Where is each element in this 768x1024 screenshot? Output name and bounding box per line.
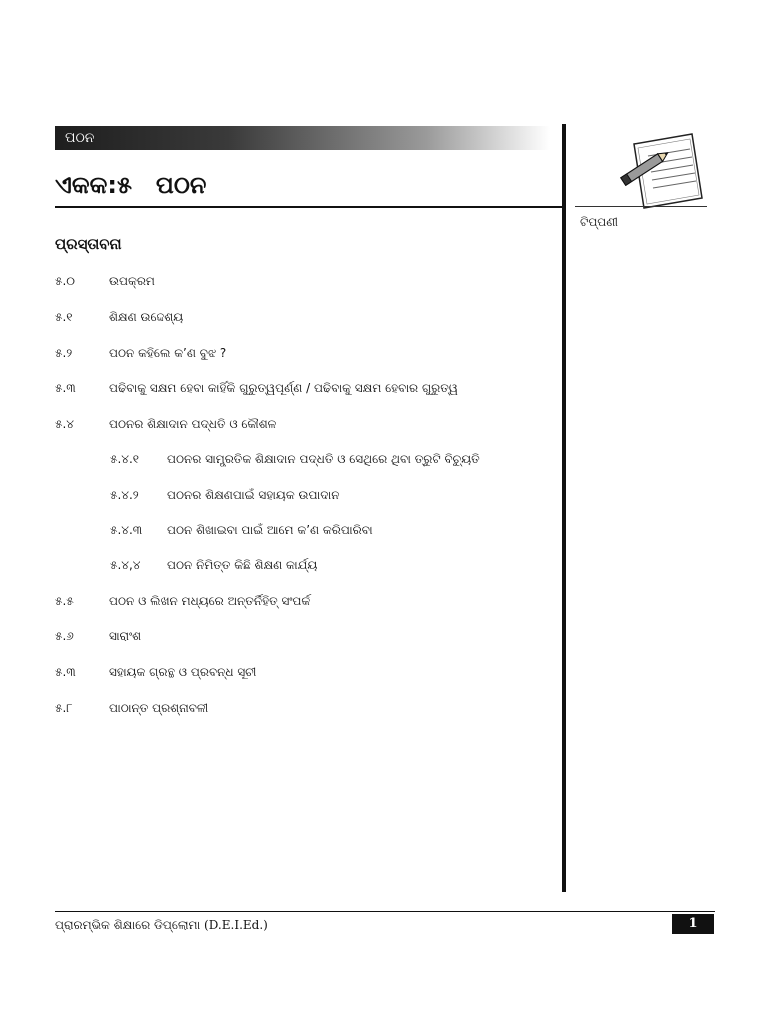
title-divider xyxy=(55,206,565,208)
chapter-header-label: ପଠନ xyxy=(65,130,95,146)
toc-text: ପଠନ ଶିଖାଇବା ପାଇଁ ଆମେ କ’ଣ କରିପାରିବା xyxy=(167,523,373,537)
unit-name: ପଠନ xyxy=(155,171,207,199)
toc-text: ସାରାଂଶ xyxy=(109,629,142,643)
unit-title xyxy=(55,170,206,200)
notes-label: ଟିପ୍ପଣୀ xyxy=(580,215,618,229)
toc-number: ୫.୪.୩ xyxy=(110,523,143,537)
toc-text: ପଠନ ଓ ଲିଖନ ମଧ୍ୟରେ ଅନ୍ତର୍ନିହିତ୍ ସଂପର୍କ xyxy=(109,594,311,608)
footer-divider xyxy=(55,911,715,912)
toc-number: ୫.୨ xyxy=(55,346,73,360)
toc-text: ପଠନର ଶିକ୍ଷଣପାଇଁ ସହାୟକ ଉପାଦାନ xyxy=(167,488,340,502)
toc-number: ୫.୮ xyxy=(55,701,73,715)
toc-number: ୫.୩ xyxy=(55,381,76,395)
toc-number: ୫.୫ xyxy=(55,594,74,608)
toc-text: ଶିକ୍ଷଣ ଉଦ୍ଦେଶ୍ୟ xyxy=(109,310,184,324)
footer-course-title: ପ୍ରାରମ୍ଭିକ ଶିକ୍ଷାରେ ଡିପ୍ଲୋମା (D.E.I.Ed.) xyxy=(55,918,268,932)
toc-text: ସହାୟକ ଗ୍ରନ୍ଥ ଓ ପ୍ରବନ୍ଧ ସୂଚୀ xyxy=(109,665,257,679)
contents-heading: ପ୍ରସ୍ତାବନା xyxy=(55,235,122,253)
toc-text: ଉପକ୍ରମ xyxy=(109,274,155,288)
toc-text: ପଠନ କହିଲେ କ’ଣ ବୁଝ ? xyxy=(109,346,227,360)
toc-number: ୫.୪.୨ xyxy=(110,488,139,502)
toc-number: ୫.୧ xyxy=(55,310,73,324)
notes-divider xyxy=(575,206,707,207)
toc-number: ୫.୦ xyxy=(55,274,75,288)
toc-number: ୫.୩ xyxy=(55,665,76,679)
toc-number: ୫.୪.୧ xyxy=(110,452,140,466)
chapter-header-bar xyxy=(55,126,550,150)
margin-divider xyxy=(562,124,566,892)
toc-number: ୫.୪,୪ xyxy=(110,558,141,572)
toc-text: ପଠନର ସାମ୍ପ୍ରତିକ ଶିକ୍ଷାଦାନ ପଦ୍ଧତି ଓ ସେଥିରେ ଥିବା ତ୍ରୁଟି ବିଚ୍ୟୁତି xyxy=(167,452,480,466)
toc-text: ପଠନ ନିମିତ୍ତ କିଛି ଶିକ୍ଷଣ କାର୍ଯ୍ୟ xyxy=(167,558,318,572)
toc-number: ୫.୪ xyxy=(55,417,74,431)
unit-number: ଏକକ:୫ xyxy=(55,171,132,199)
toc-number: ୫.୬ xyxy=(55,629,74,643)
notebook-pencil-icon xyxy=(612,132,708,216)
toc-text: ପଠନର ଶିକ୍ଷାଦାନ ପଦ୍ଧତି ଓ କୌଶଳ xyxy=(109,417,277,431)
toc-text: ପାଠାନ୍ତ ପ୍ରଶ୍ନାବଳୀ xyxy=(109,701,209,715)
toc-text: ପଢିବାକୁ ସକ୍ଷମ ହେବା କାହିଁକି ଗୁରୁତ୍ୱପୂର୍ଣ୍ଣ / ପଢିବାକୁ ସକ୍ଷମ ହେବାର ଗୁରୁତ୍ୱ xyxy=(109,381,458,395)
page-number: 1 xyxy=(672,914,714,934)
